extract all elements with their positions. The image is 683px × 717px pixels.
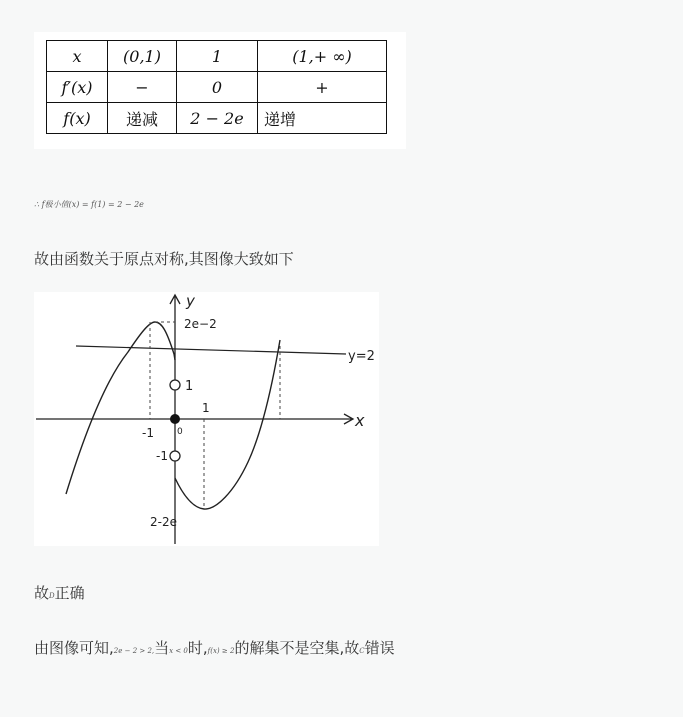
option-letter: D bbox=[49, 592, 55, 600]
open-point-top bbox=[170, 380, 180, 390]
table-cell: x bbox=[47, 41, 108, 72]
table-cell: − bbox=[108, 72, 177, 103]
label-one-x: 1 bbox=[202, 401, 210, 415]
text: 由图像可知, bbox=[34, 639, 114, 657]
minimum-value-line: ∴ f极小值(x) = f(1) = 2 − 2e bbox=[34, 200, 144, 209]
table-row bbox=[47, 41, 387, 72]
table-cell: 递增 bbox=[258, 103, 387, 134]
label-origin: 0 bbox=[177, 427, 183, 437]
function-graph-image bbox=[34, 292, 379, 546]
table-row bbox=[47, 72, 387, 103]
open-point-bottom bbox=[170, 451, 180, 461]
label-trough: 2-2e bbox=[150, 515, 177, 529]
paragraph-c-wrong bbox=[34, 637, 395, 658]
table-cell: 2 − 2e bbox=[177, 103, 258, 134]
table-cell: + bbox=[258, 72, 387, 103]
table-cell: f(x) bbox=[47, 103, 108, 134]
variation-table-image bbox=[34, 32, 406, 149]
text: 的解集不是空集,故 bbox=[234, 639, 360, 657]
label-one: 1 bbox=[185, 379, 194, 394]
label-peak: 2e−2 bbox=[184, 317, 217, 331]
text: 正确 bbox=[54, 584, 85, 602]
table-cell: 0 bbox=[177, 72, 258, 103]
label-x-axis: x bbox=[355, 411, 365, 430]
table-cell: (1,+ ∞) bbox=[258, 41, 387, 72]
paragraph-symmetry: 故由函数关于原点对称,其图像大致如下 bbox=[34, 250, 294, 268]
option-letter: C bbox=[359, 647, 365, 655]
text: 当 bbox=[154, 639, 170, 657]
label-y-axis: y bbox=[186, 292, 195, 310]
inline-math: f(x) ≥ 2 bbox=[207, 647, 235, 655]
table-row bbox=[47, 103, 387, 134]
solid-point-origin bbox=[170, 414, 180, 424]
table-cell: 递减 bbox=[108, 103, 177, 134]
label-minus-one-y: -1 bbox=[156, 449, 168, 463]
line-y-2 bbox=[76, 346, 346, 354]
variation-table bbox=[46, 40, 387, 134]
paragraph-d-correct bbox=[34, 582, 85, 603]
text: 故 bbox=[34, 584, 50, 602]
label-line: y=2 bbox=[348, 349, 375, 364]
label-minus-one-x: -1 bbox=[142, 426, 154, 440]
table-cell: f′(x) bbox=[47, 72, 108, 103]
text: 错误 bbox=[364, 639, 395, 657]
inline-math: 2e − 2 > 2, bbox=[113, 647, 155, 655]
inline-math: x < 0 bbox=[169, 647, 188, 655]
curve-right bbox=[175, 340, 280, 509]
table-cell: 1 bbox=[177, 41, 258, 72]
text: 时, bbox=[187, 639, 208, 657]
table-cell: (0,1) bbox=[108, 41, 177, 72]
